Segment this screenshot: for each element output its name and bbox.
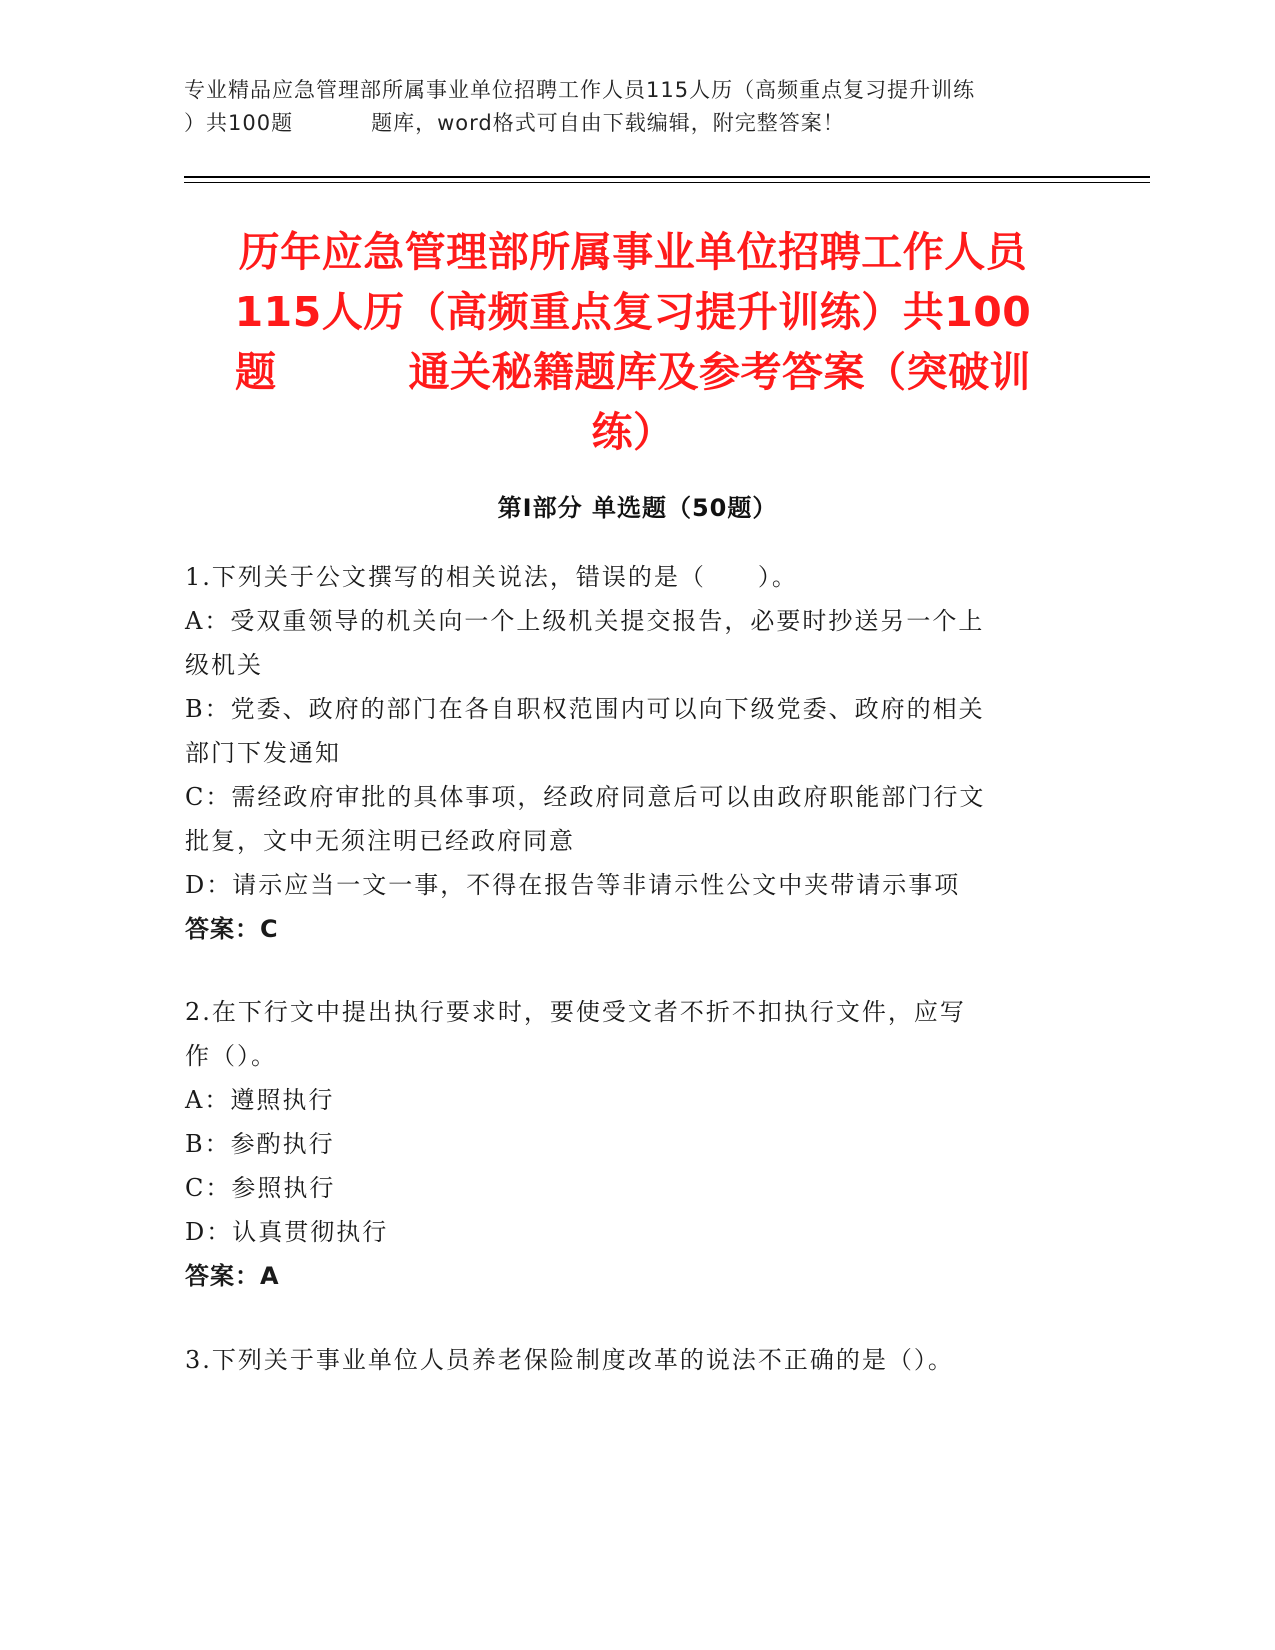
title-row-2: 115人历（高频重点复习提升训练）共100 xyxy=(234,288,1032,336)
question-3 xyxy=(185,1338,1085,1382)
question-1 xyxy=(185,555,1085,951)
question-2 xyxy=(185,990,1085,1298)
question-2-option-c: C：参照执行 xyxy=(185,1174,336,1202)
question-1-option-c-cont: 批复，文中无须注明已经政府同意 xyxy=(185,827,575,855)
title-row-1: 历年应急管理部所属事业单位招聘工作人员 xyxy=(238,228,1028,276)
document-title xyxy=(180,222,1086,462)
question-2-stem: 2.在下行文中提出执行要求时，要使受文者不折不扣执行文件，应写 xyxy=(185,998,966,1026)
title-row-3 xyxy=(180,342,1086,402)
question-1-option-d: D：请示应当一文一事，不得在报告等非请示性公文中夹带请示事项 xyxy=(185,871,961,899)
header-line-2 xyxy=(184,107,1094,140)
question-1-option-a: A：受双重领导的机关向一个上级机关提交报告，必要时抄送另一个上 xyxy=(185,607,985,635)
question-1-option-b: B：党委、政府的部门在各自职权范围内可以向下级党委、政府的相关 xyxy=(185,695,985,723)
question-2-option-d: D：认真贯彻执行 xyxy=(185,1218,389,1246)
header-rule-thin xyxy=(184,182,1150,183)
header-line-2-start: ）共100题 xyxy=(184,111,294,135)
question-2-option-a: A：遵照执行 xyxy=(185,1086,335,1114)
page-header xyxy=(184,74,1094,140)
question-3-stem: 3.下列关于事业单位人员养老保险制度改革的说法不正确的是（）。 xyxy=(185,1346,954,1374)
question-1-answer: 答案：C xyxy=(185,915,279,943)
header-rule-thick xyxy=(184,176,1150,178)
question-2-answer: 答案：A xyxy=(185,1262,280,1290)
section-heading: 第Ⅰ部分 单选题（50题） xyxy=(497,494,778,522)
question-1-option-c: C：需经政府审批的具体事项，经政府同意后可以由政府职能部门行文 xyxy=(185,783,986,811)
question-2-option-b: B：参酌执行 xyxy=(185,1130,335,1158)
title-row-4: 练） xyxy=(591,408,675,456)
question-2-stem-cont: 作（）。 xyxy=(185,1042,277,1070)
header-line-1: 专业精品应急管理部所属事业单位招聘工作人员115人历（高频重点复习提升训练 xyxy=(184,78,976,102)
question-1-stem: 1.下列关于公文撰写的相关说法，错误的是（ ）。 xyxy=(185,563,798,591)
header-line-2-end: 题库，word格式可自由下载编辑，附完整答案！ xyxy=(371,111,845,135)
title-row-3-end: 通关秘籍题库及参考答案（突破训 xyxy=(408,348,1031,396)
title-row-3-start: 题 xyxy=(235,348,277,396)
question-1-option-a-cont: 级机关 xyxy=(185,651,263,679)
question-1-option-b-cont: 部门下发通知 xyxy=(185,739,341,767)
